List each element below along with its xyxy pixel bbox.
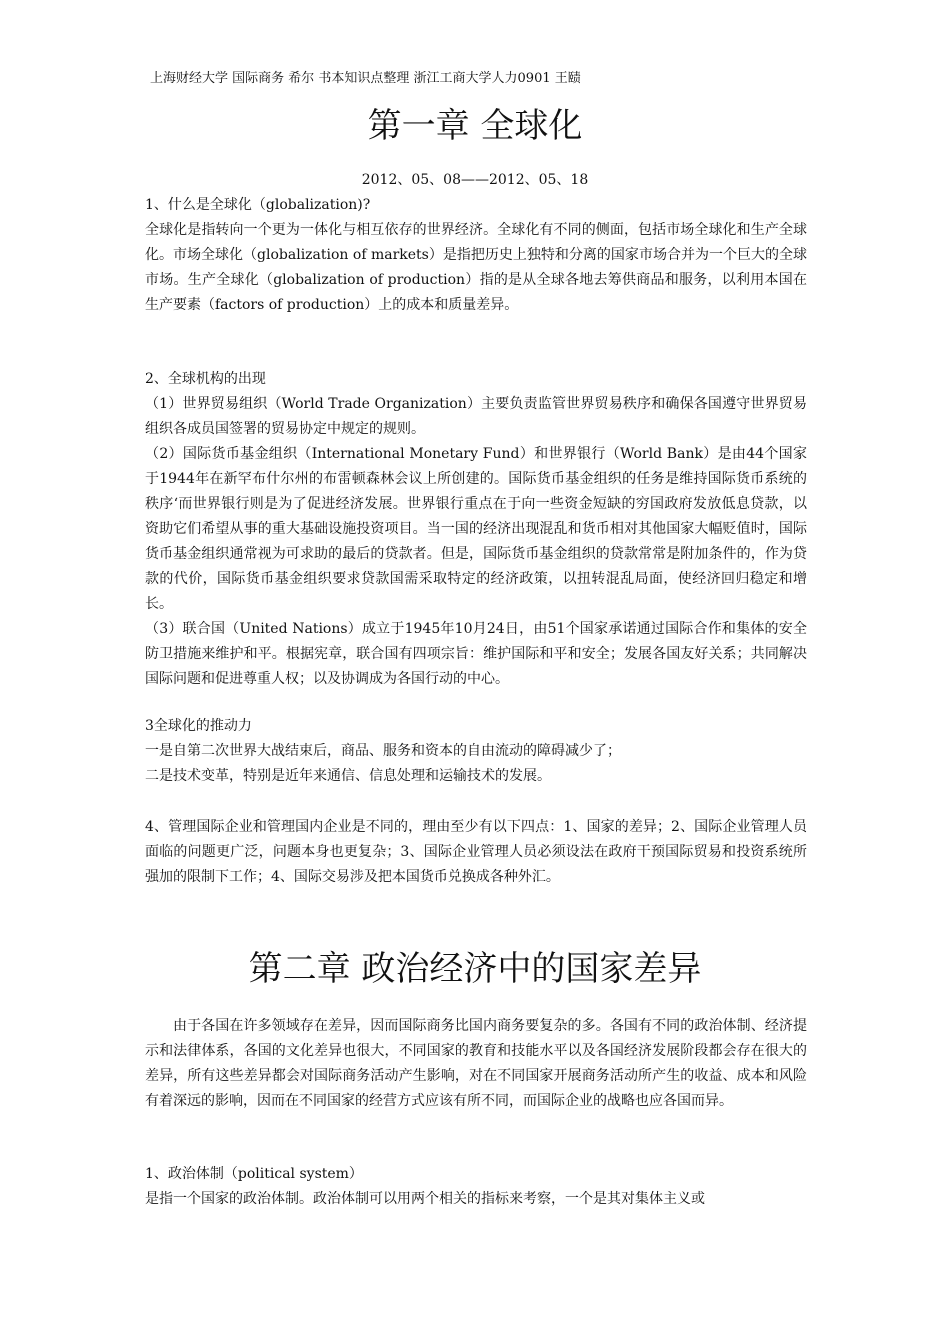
section-political-system — [145, 1162, 807, 1212]
page-header: 上海财经大学 国际商务 希尔 书本知识点整理 浙江工商大学人力0901 王赜 — [150, 71, 581, 86]
paragraph: 是指一个国家的政治体制。政治体制可以用两个相关的指标来考察，一个是其对集体主义或 — [145, 1191, 705, 1207]
driver-line-1: 一是自第二次世界大战结束后，商品、服务和资本的自由流动的障碍减少了； — [145, 743, 621, 759]
section-heading: 2、全球机构的出现 — [145, 371, 266, 387]
section-globalization-drivers — [145, 714, 807, 789]
section-heading: 1、什么是全球化（globalization)? — [145, 197, 371, 213]
section-international-management — [145, 815, 807, 890]
chapter-2-title: 第二章 政治经济中的国家差异 — [248, 949, 702, 989]
paragraph-wto: （1）世界贸易组织（World Trade Organization）主要负责监管世界贸易秩序和确保各国遵守世界贸易组织各成员国签署的贸易协定中规定的规则。 — [145, 396, 807, 437]
paragraph: 4、管理国际企业和管理国内企业是不同的，理由至少有以下四点：1、国家的差异；2、国际企业管理人员面临的问题更广泛，问题本身也更复杂；3、国际企业管理人员必须设法在政府干预国际贸易和投资系统所强加的限制下工作；4、国际交易涉及把本国货币兑换成各种外汇。 — [145, 819, 807, 885]
section-heading: 3全球化的推动力 — [145, 718, 252, 734]
driver-line-2: 二是技术变革，特别是近年来通信、信息处理和运输技术的发展。 — [145, 768, 551, 784]
section-globalization-definition — [145, 193, 807, 318]
date-range: 2012、05、08——2012、05、18 — [361, 172, 589, 188]
chapter-2-intro: 由于各国在许多领域存在差异，因而国际商务比国内商务要复杂的多。各国有不同的政治体制、经济提示和法律体系，各国的文化差异也很大，不同国家的教育和技能水平以及各国经济发展阶段都会存在很大的差异，所有这些差异都会对国际商务活动产生影响，对在不同国家开展商务活动所产生的收益、成本和风险有着深远的影响，因而在不同国家的经营方式应该有所不同，而国际企业的战略也应各国而异。 — [145, 1018, 807, 1109]
section-global-institutions — [145, 367, 807, 692]
paragraph-united-nations: （3）联合国（United Nations）成立于1945年10月24日，由51个国家承诺通过国际合作和集体的安全防卫措施来维护和平。根据宪章，联合国有四项宗旨：维护国际和平和安全；发展各国友好关系；共同解决国际问题和促进尊重人权；以及协调成为各国行动的中心。 — [145, 621, 807, 687]
chapter-1-title: 第一章 全球化 — [367, 106, 583, 146]
section-heading: 1、政治体制（political system） — [145, 1166, 363, 1182]
paragraph: 全球化是指转向一个更为一体化与相互依存的世界经济。全球化有不同的侧面，包括市场全球化和生产全球化。市场全球化（globalization of markets）是指把历史上独特和分离的国家市场合并为一个巨大的全球市场。生产全球化（globalization of production）指的是从全球各地去筹供商品和服务，以利用本国在生产要素（factors of production）上的成本和质量差异。 — [145, 222, 807, 313]
paragraph-imf-world-bank: （2）国际货币基金组织（International Monetary Fund）和世界银行（World Bank）是由44个国家于1944年在新罕布什尔州的布雷顿森林会议上所创建的。国际货币基金组织的任务是维持国际货币系统的秩序‘而世界银行则是为了促进经济发展。世界银行重点在于向一些资金短缺的穷国政府发放低息贷款，以资助它们希望从事的重大基础设施投资项目。当一国的经济出现混乱和货币相对其他国家大幅贬值时，国际货币基金组织通常视为可求助的最后的贷款者。但是，国际货币基金组织的贷款常常是附加条件的，作为贷款的代价，国际货币基金组织要求贷款国需采取特定的经济政策，以扭转混乱局面，使经济回归稳定和增长。 — [145, 446, 807, 612]
